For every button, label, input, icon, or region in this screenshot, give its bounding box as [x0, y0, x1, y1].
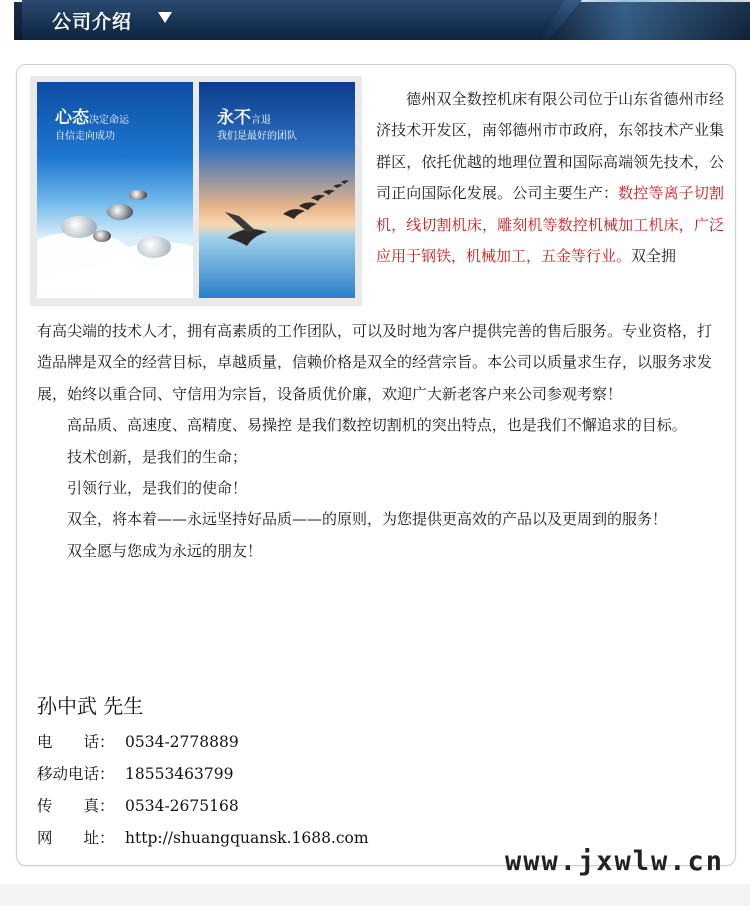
header-glow	[540, 0, 750, 40]
fax-value: 0534-2675168	[125, 797, 239, 815]
website-link[interactable]: http://shuangquansk.1688.com	[125, 829, 369, 847]
footer-strip	[0, 884, 750, 906]
body-paragraph-1: 有高尖端的技术人才，拥有高素质的工作团队，可以及时地为客户提供完善的售后服务。专业资格，打造品牌是双全的经营目标，卓越质量，信赖价格是双全的经营宗旨。本公司以质量求生存，以服务求发展，始终以重合同、守信用为宗旨，设备质优价廉，欢迎广大新老客户来公司参观考察！	[37, 322, 713, 403]
stone-shape	[93, 230, 111, 242]
stone-shape	[137, 236, 171, 258]
photo-left-big-text: 心态	[55, 108, 89, 128]
body-paragraph-4: 引领行业，是我们的使命！	[67, 479, 248, 498]
company-photos	[30, 76, 362, 306]
stone-shape	[107, 204, 133, 220]
section-header	[0, 0, 750, 46]
contact-mobile-row	[37, 762, 233, 784]
fax-label: 传 真：	[37, 797, 115, 815]
photo-left-small-text: 决定命运	[89, 115, 129, 126]
body-paragraph-2: 高品质、高速度、高精度、易操控 是我们数控切割机的突出特点，也是我们不懈追求的目标。	[67, 416, 687, 435]
url-label: 网 址：	[37, 829, 115, 847]
photo-right-big-text: 永不	[217, 108, 251, 128]
intro-tail: 双全拥	[631, 247, 677, 266]
body-paragraph-6: 双全愿与您成为永远的朋友！	[67, 541, 263, 560]
phone-value: 0534-2778889	[125, 733, 239, 751]
contact-phone-row	[37, 730, 239, 752]
site-watermark: www.jxwlw.cn	[505, 846, 725, 877]
intro-paragraph	[376, 84, 724, 272]
contact-url-row	[37, 826, 369, 848]
photo-right-caption: 我们是最好的团队	[217, 131, 297, 142]
mobile-value: 18553463799	[125, 765, 234, 783]
triangle-down-icon	[158, 12, 172, 23]
contact-fax-row	[37, 794, 239, 816]
photo-attitude	[37, 82, 193, 298]
body-paragraph-3: 技术创新，是我们的生命；	[67, 447, 248, 466]
stone-shape	[129, 190, 147, 200]
body-paragraph-5: 双全，将本着——永远坚持好品质——的原则，为您提供更高效的产品以及更周到的服务！	[67, 510, 668, 529]
section-title: 公司介绍	[52, 11, 133, 33]
photo-left-caption: 自信走向成功	[55, 131, 115, 142]
photo-right-small-text: 言退	[251, 115, 271, 126]
photo-never-give-up	[199, 82, 355, 298]
phone-label: 电 话：	[37, 733, 115, 751]
intro-products-highlight: 数控等离子切割机，线切割机床，雕刻机等数控机械加工机床，广泛应用于钢铁，机械加工，五金等行业。	[376, 184, 724, 266]
intro-text: 德州双全数控机床有限公司位于山东省德州市经济技术开发区，南邻德州市市政府，东邻技术产业集群区，依托优越的地理位置和国际高端领先技术，公司正向国际化发展。公司主要生产：	[376, 90, 724, 203]
stone-shape	[61, 216, 97, 238]
mobile-label: 移动电话：	[37, 765, 115, 783]
contact-name: 孙中武 先生	[37, 694, 144, 718]
body-text	[37, 316, 723, 567]
geese-flock-icon	[199, 82, 355, 298]
